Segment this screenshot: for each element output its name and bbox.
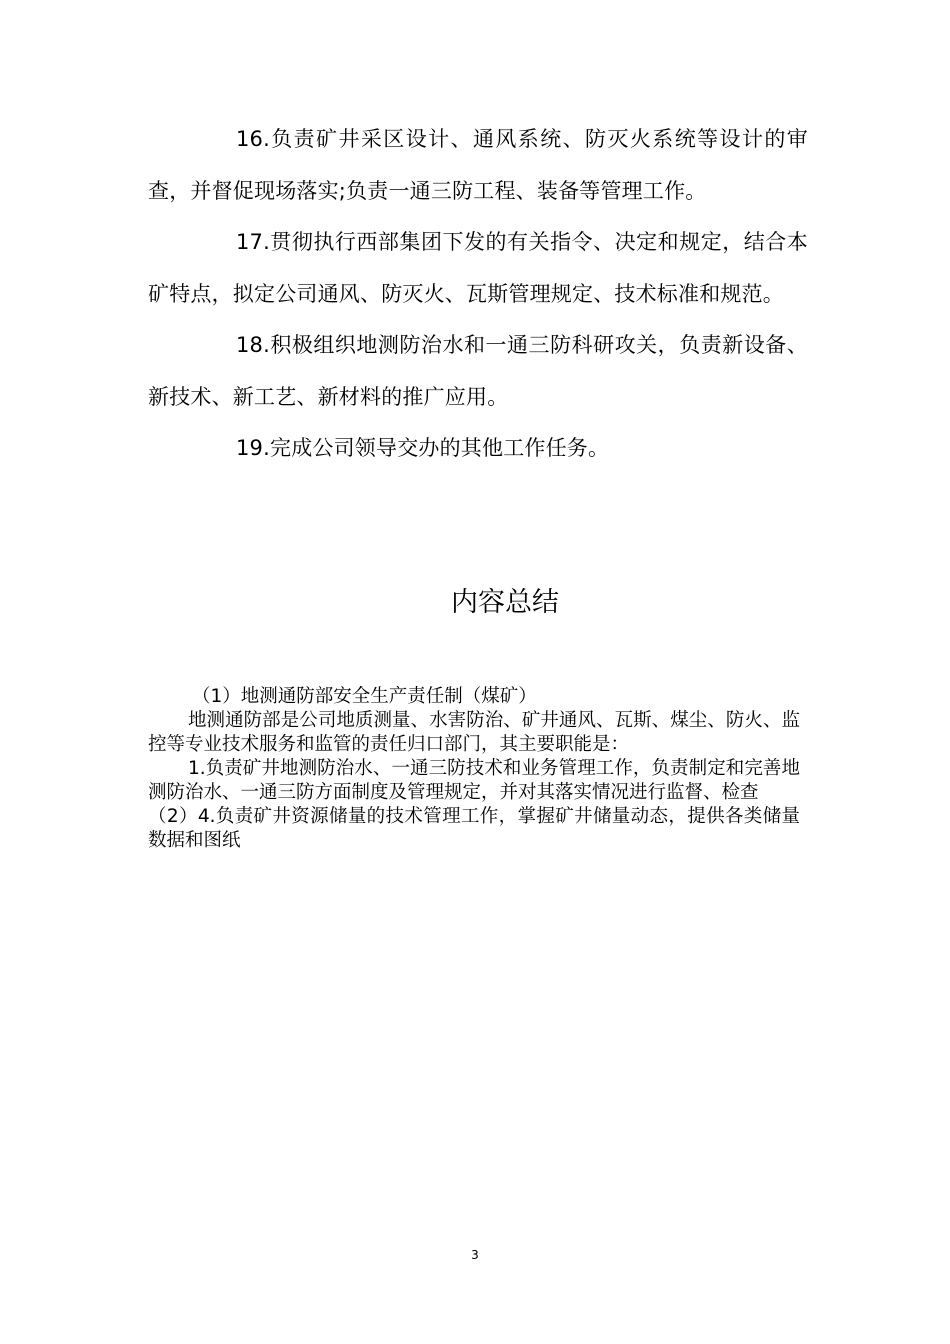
paragraph-16: 16.负责矿井采区设计、通风系统、防灭火系统等设计的审查，并督促现场落实;负责一通三防工程、装备等管理工作。	[148, 127, 808, 203]
paragraph-19: 19.完成公司领导交办的其他工作任务。	[236, 436, 610, 460]
document-body	[148, 114, 808, 475]
summary-line-heading: （1）地测通防部安全生产责任制（煤矿）	[192, 686, 537, 707]
summary-title: 内容总结	[451, 587, 559, 618]
summary-line-intro: 地测通防部是公司地质测量、水害防治、矿井通风、瓦斯、煤尘、防火、监控等专业技术服务和监管的责任归口部门，其主要职能是：	[148, 710, 800, 755]
summary-section	[148, 685, 800, 853]
paragraph-17: 17.贯彻执行西部集团下发的有关指令、决定和规定，结合本矿特点，拟定公司通风、防灭火、瓦斯管理规定、技术标准和规范。	[148, 230, 808, 306]
summary-line-duty-4: （2）4.负责矿井资源储量的技术管理工作，掌握矿井储量动态，提供各类储量数据和图纸	[148, 806, 800, 851]
page-number: 3	[471, 1248, 479, 1262]
paragraph-18: 18.积极组织地测防治水和一通三防科研攻关，负责新设备、新技术、新工艺、新材料的推广应用。	[148, 333, 808, 409]
summary-line-duty-1: 1.负责矿井地测防治水、一通三防技术和业务管理工作，负责制定和完善地测防治水、一通三防方面制度及管理规定，并对其落实情况进行监督、检查	[148, 758, 800, 803]
